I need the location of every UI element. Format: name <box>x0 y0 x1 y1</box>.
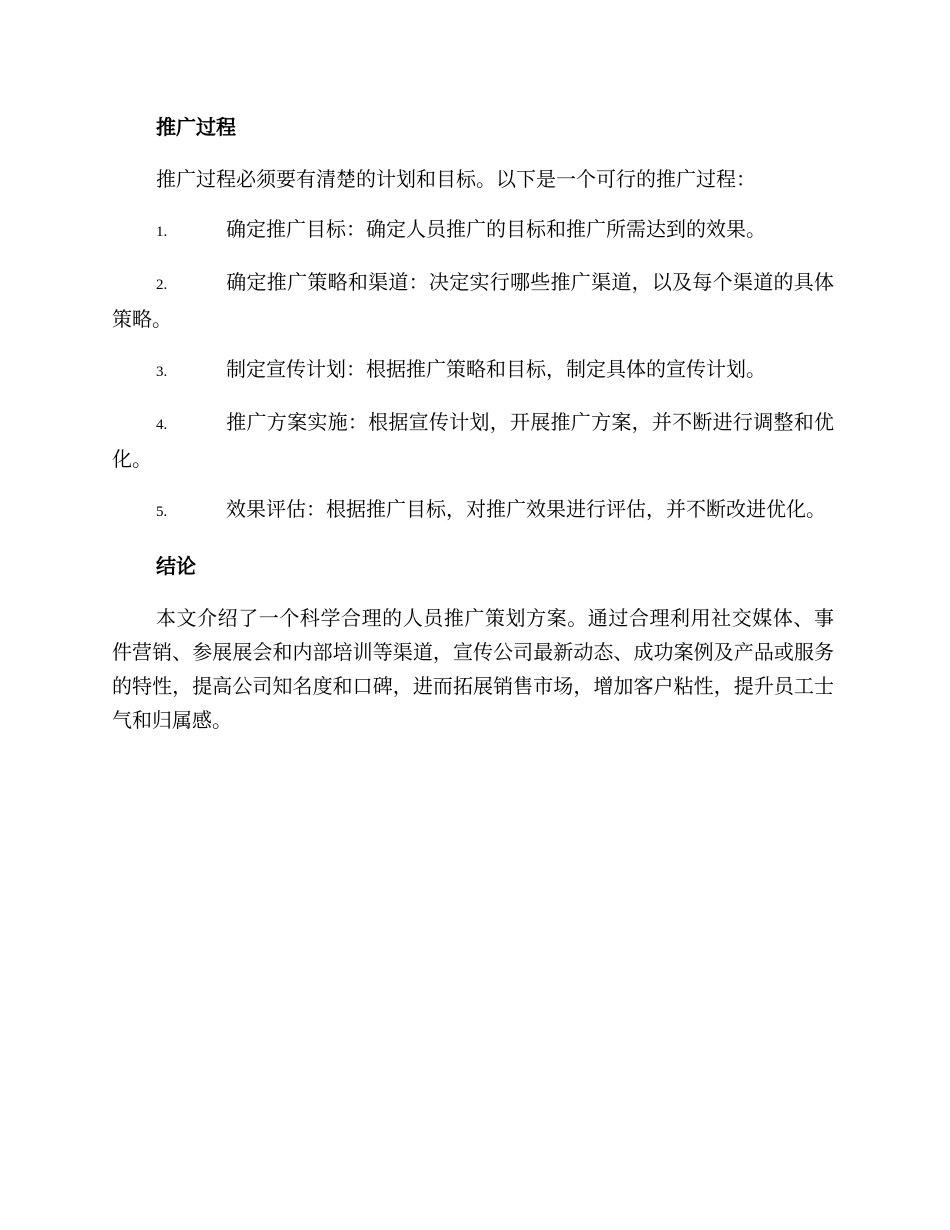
document-page <box>112 110 834 753</box>
list-number: 2. <box>156 277 168 293</box>
list-item-text: 效果评估：根据推广目标，对推广效果进行评估，并不断改进优化。 <box>226 497 826 521</box>
list-item <box>112 212 834 249</box>
section-heading-promotion-process: 推广过程 <box>156 115 236 139</box>
list-number: 1. <box>156 224 168 240</box>
list-number: 4. <box>156 417 168 433</box>
section-heading-conclusion: 结论 <box>156 554 196 578</box>
promotion-intro-paragraph: 推广过程必须要有清楚的计划和目标。以下是一个可行的推广过程： <box>156 167 756 191</box>
list-item <box>112 492 834 529</box>
list-item-text: 确定推广策略和渠道：决定实行哪些推广渠道，以及每个渠道的具体策略。 <box>112 270 834 331</box>
list-item <box>112 265 834 336</box>
list-item <box>112 352 834 389</box>
list-number: 5. <box>156 504 168 520</box>
list-item-text: 确定推广目标：确定人员推广的目标和推广所需达到的效果。 <box>226 217 766 241</box>
list-item-text: 制定宣传计划：根据推广策略和目标，制定具体的宣传计划。 <box>226 357 766 381</box>
list-item <box>112 405 834 476</box>
list-item-text: 推广方案实施：根据宣传计划，开展推广方案，并不断进行调整和优化。 <box>112 410 834 471</box>
conclusion-paragraph: 本文介绍了一个科学合理的人员推广策划方案。通过合理利用社交媒体、事件营销、参展展会和内部培训等渠道，宣传公司最新动态、成功案例及产品或服务的特性，提高公司知名度和口碑，进而拓展销售市场，增加客户粘性，提升员工士气和归属感。 <box>112 606 834 732</box>
list-number: 3. <box>156 364 168 380</box>
